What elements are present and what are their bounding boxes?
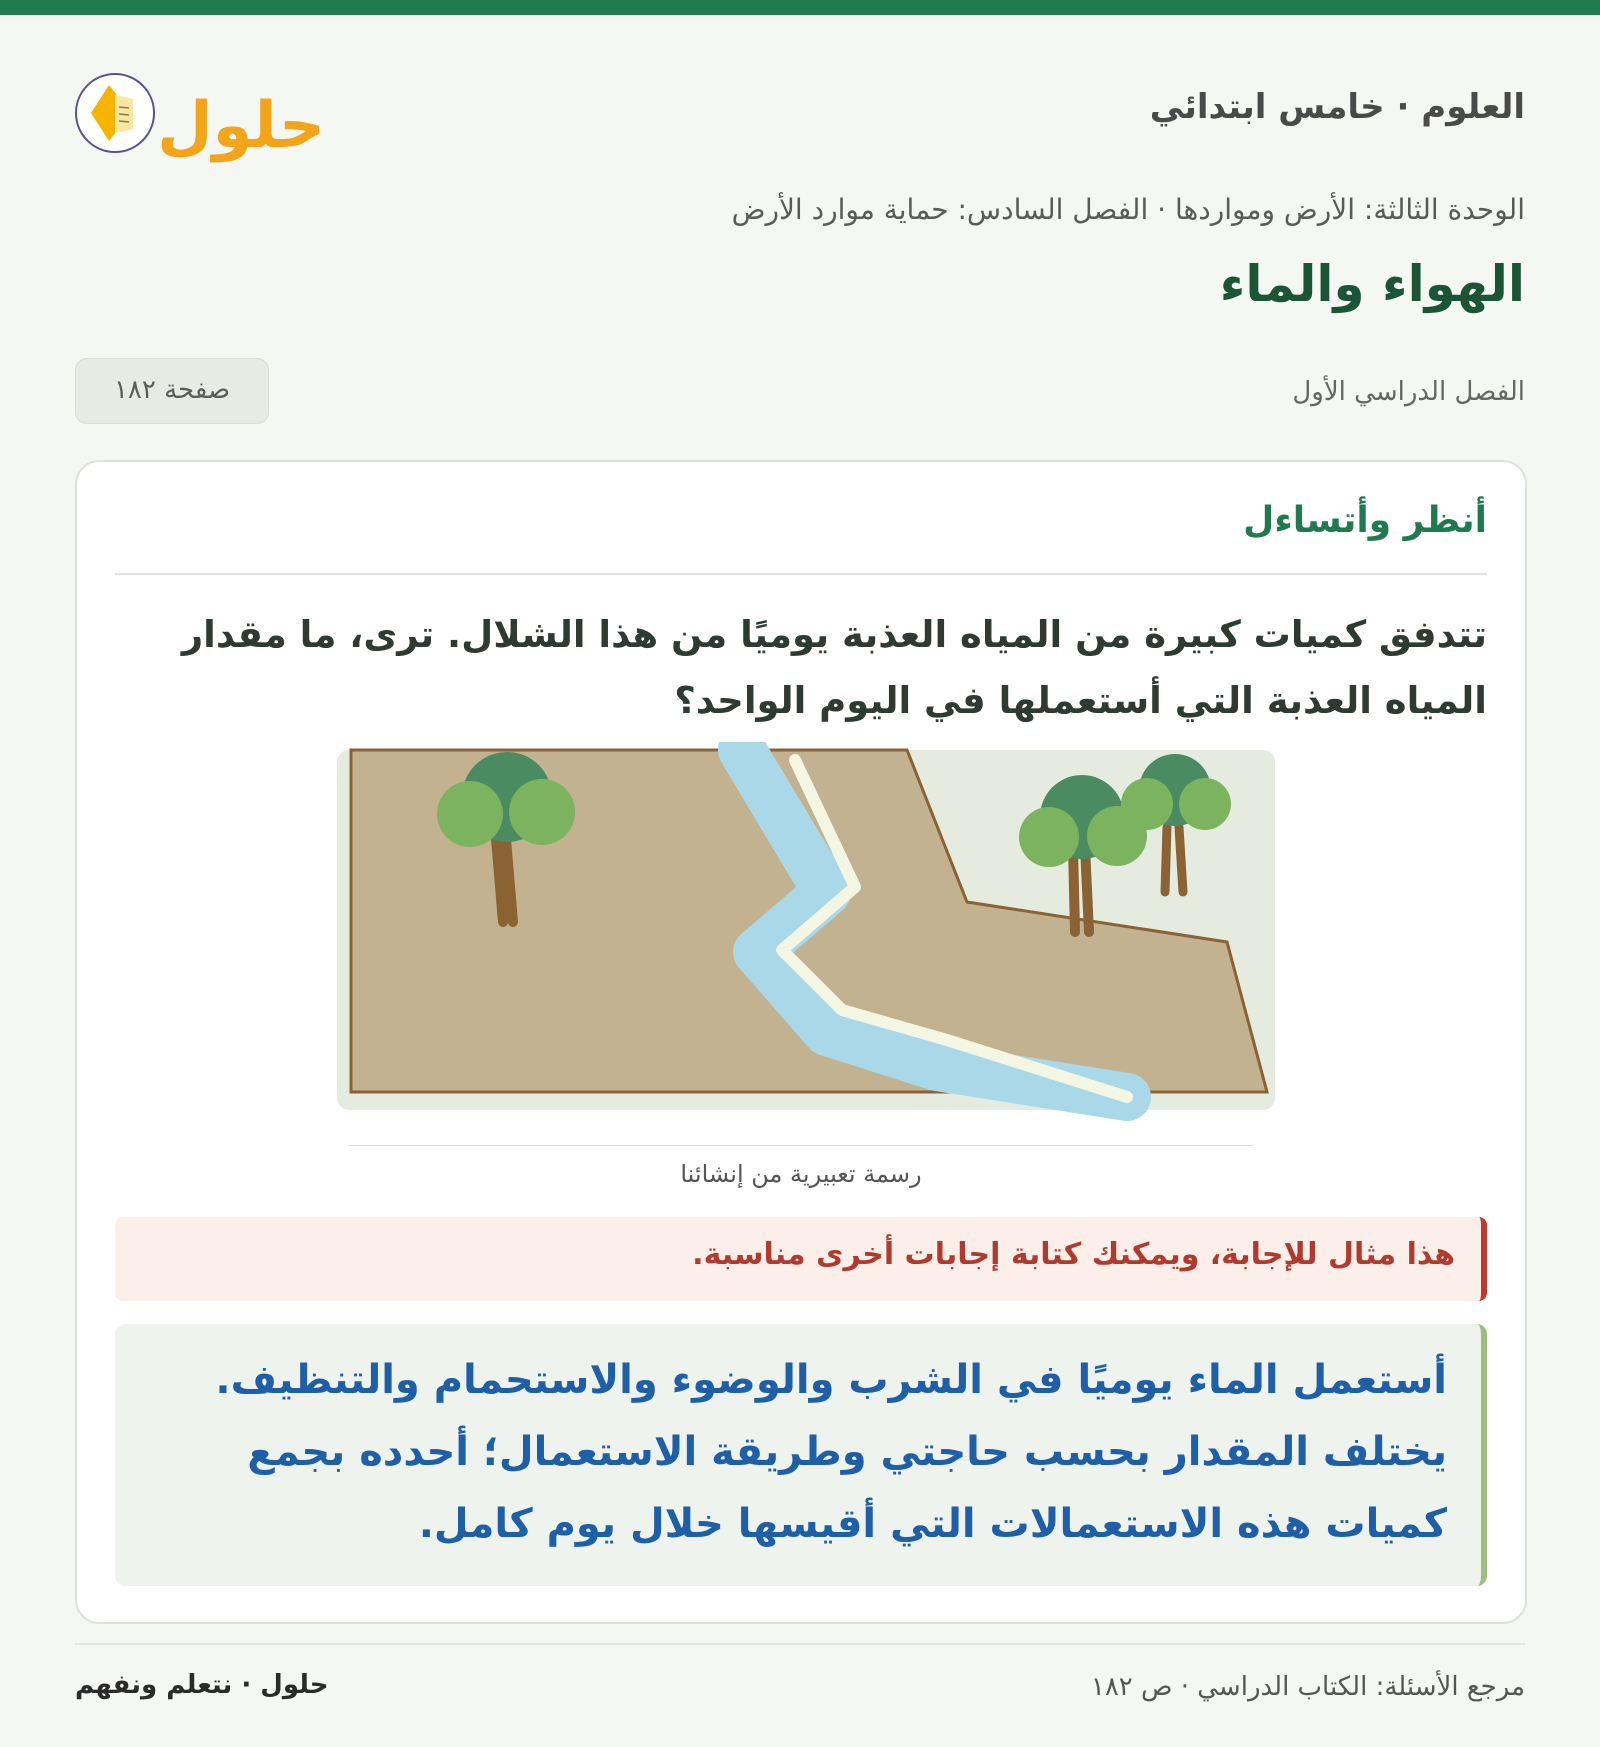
- figure-caption: رسمة تعبيرية من إنشائنا: [680, 1160, 922, 1188]
- figure-divider: [349, 1145, 1253, 1146]
- waterfall-illustration: [337, 742, 1285, 1126]
- lesson-card: [75, 460, 1527, 1624]
- brand-logo: [75, 55, 335, 175]
- page-number-badge: صفحة ١٨٢: [75, 358, 269, 424]
- page-header: [75, 15, 1525, 165]
- unit-chapter-line: الوحدة الثالثة: الأرض ومواردها · الفصل السادس: حماية موارد الأرض: [731, 193, 1525, 226]
- logo-wordmark: حلول: [157, 89, 325, 163]
- top-accent-bar: [0, 0, 1600, 15]
- answer-box: [115, 1324, 1487, 1586]
- footer-tagline: حلول · نتعلم ونفهم: [75, 1670, 329, 1700]
- footer-reference: مرجع الأسئلة: الكتاب الدراسي · ص ١٨٢: [1090, 1672, 1525, 1702]
- question-text: تتدفق كميات كبيرة من المياه العذبة يوميًا من هذا الشلال. ترى، ما مقدار المياه العذبة التي أستعملها في اليوم الواحد؟: [181, 613, 1487, 722]
- card-divider: [115, 573, 1487, 575]
- term-label: الفصل الدراسي الأول: [1292, 377, 1525, 407]
- answer-text: أستعمل الماء يوميًا في الشرب والوضوء والاستحمام والتنظيف. يختلف المقدار بحسب حاجتي وطريقة الاستعمال؛ أحدده بجمع كميات هذه الاستعمالات التي أقيسها خلال يوم كامل.: [215, 1357, 1447, 1547]
- answer-note-text: هذا مثال للإجابة، ويمكنك كتابة إجابات أخرى مناسبة.: [692, 1237, 1455, 1272]
- answer-note: [115, 1217, 1487, 1301]
- card-title: أنظر وأتساءل: [1243, 500, 1487, 541]
- footer-divider: [75, 1643, 1525, 1645]
- subject-grade: العلوم · خامس ابتدائي: [1149, 87, 1525, 127]
- lesson-title: الهواء والماء: [1219, 255, 1525, 313]
